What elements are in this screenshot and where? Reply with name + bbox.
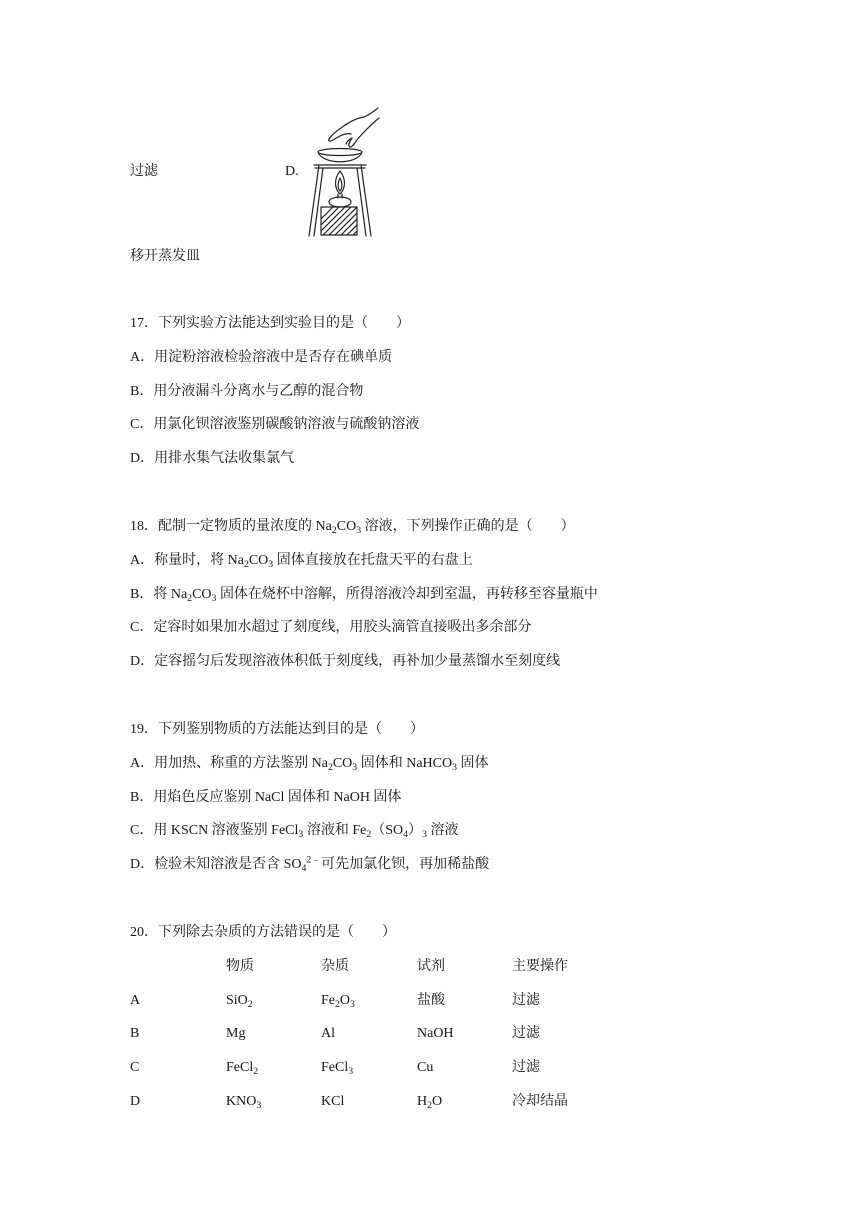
row-label	[130, 1085, 226, 1119]
subscript: 2	[335, 998, 340, 1010]
text-run: Mg	[226, 1026, 246, 1042]
subscript: 2	[243, 558, 249, 570]
table-header-cell	[226, 950, 321, 984]
subscript: 2	[253, 1066, 259, 1078]
text-run: 17．下列实验方法能达到实验目的是（ ）	[130, 316, 410, 331]
text-run: A．用淀粉溶液检验溶液中是否存在碘单质	[130, 349, 393, 365]
evaporating-dish	[318, 149, 362, 162]
text-run: A	[130, 992, 141, 1008]
header-label: 物质	[226, 958, 254, 974]
text-run: 冷却结晶	[512, 1094, 568, 1110]
table-cell	[417, 1017, 512, 1051]
subscript: 4	[301, 863, 307, 875]
text-run: A．称量时，将 Na	[130, 552, 244, 568]
text-run: 盐酸	[417, 992, 445, 1008]
table-cell	[512, 1051, 632, 1085]
text-run: 过滤	[512, 992, 540, 1008]
subscript: 3	[352, 761, 358, 773]
subscript: 3	[356, 524, 362, 536]
subscript: 3	[298, 829, 304, 841]
question-stem	[130, 307, 830, 341]
table-cell	[512, 984, 632, 1018]
question-block	[130, 713, 830, 882]
option-c	[130, 814, 830, 848]
text-run: 溶液，下列操作正确的是（ ）	[361, 518, 575, 534]
text-run: 18．配制一定物质的量浓度的 Na	[130, 518, 332, 534]
subscript: 2	[187, 592, 193, 604]
text-run: Fe	[321, 992, 335, 1008]
table-header-cell	[417, 950, 512, 984]
option-a	[130, 747, 830, 781]
text-run: Al	[321, 1026, 335, 1042]
text-run: 19．下列鉴别物质的方法能达到目的是（ ）	[130, 721, 424, 737]
text-run: 固体和 NaHCO	[357, 755, 453, 771]
subscript: 2	[327, 761, 333, 773]
text-run: FeCl	[321, 1060, 349, 1076]
row-label	[130, 984, 226, 1018]
table-row	[130, 1085, 632, 1119]
text-run: D．定容摇匀后发现溶液体积低于刻度线，再补加少量蒸馏水至刻度线	[130, 654, 561, 670]
text-run: 溶液	[426, 823, 459, 839]
evaporating-dish-figure	[306, 105, 380, 239]
text-run: B．用分液漏斗分离水与乙醇的混合物	[130, 383, 364, 399]
row-label	[130, 1051, 226, 1085]
text-run: 可先加氯化钡，再加稀盐酸	[321, 857, 490, 873]
subscript: 2	[247, 998, 253, 1010]
subscript: 3	[268, 558, 274, 570]
text-run: C	[130, 1060, 140, 1076]
option-d-text: 移开蒸发皿	[130, 249, 200, 264]
table-header-blank	[130, 950, 226, 984]
text-run: CO	[332, 755, 353, 771]
hand-icon	[329, 108, 379, 147]
subscript: 3	[211, 592, 217, 604]
option-b	[130, 578, 830, 612]
text-run: FeCl	[226, 1060, 254, 1076]
table-row	[130, 984, 632, 1018]
text-run: A．用加热、称重的方法鉴别 Na	[130, 755, 328, 771]
option-b	[130, 781, 830, 815]
header-label: 杂质	[321, 958, 349, 974]
table-cell	[417, 984, 512, 1018]
text-run: B．用焰色反应鉴别 NaCl 固体和 NaOH 固体	[130, 789, 402, 805]
text-run: O	[339, 992, 351, 1008]
subscript: 2	[427, 1099, 433, 1111]
row-label	[130, 1017, 226, 1051]
table-cell	[321, 1051, 417, 1085]
table-cell	[321, 1085, 417, 1119]
option-a	[130, 341, 830, 375]
text-run: NaOH	[417, 1026, 454, 1042]
text-run: C．定容时如果加水超过了刻度线，用胶头滴管直接吸出多余部分	[130, 620, 532, 636]
text-run: D	[130, 1094, 141, 1110]
table-cell	[417, 1085, 512, 1119]
text-run: 过滤	[512, 1026, 540, 1042]
table-cell	[226, 984, 321, 1018]
table-cell	[512, 1085, 632, 1119]
text-run: Cu	[417, 1060, 434, 1076]
table-row	[130, 1051, 632, 1085]
text-run: KNO	[226, 1094, 257, 1110]
text-run: KCl	[321, 1094, 345, 1110]
subscript: 2	[331, 524, 337, 536]
text-run: 固体在烧杯中溶解，所得溶液冷却到室温，再转移至容量瓶中	[216, 586, 598, 602]
text-run: H	[417, 1094, 428, 1110]
table-cell	[417, 1051, 512, 1085]
text-run: CO	[248, 552, 269, 568]
text-run: D．检验未知溶液是否含 SO	[130, 857, 302, 873]
text-run: CO	[192, 586, 212, 602]
text-run: B．将 Na	[130, 586, 188, 602]
question-block	[130, 510, 830, 679]
text-run: D．用排水集气法收集氯气	[130, 451, 295, 467]
text-run: C．用 KSCN 溶液鉴别 FeCl	[130, 823, 299, 839]
table-header-row	[130, 950, 632, 984]
subscript: 3	[348, 1066, 354, 1078]
text-run: ）	[408, 823, 423, 839]
question-block	[130, 916, 830, 1119]
header-label: 试剂	[417, 958, 445, 974]
text-run: 溶液和 Fe	[303, 823, 367, 839]
tripod	[309, 165, 371, 236]
subscript: 4	[403, 829, 409, 841]
table-cell	[226, 1085, 321, 1119]
table-cell	[321, 984, 417, 1018]
question-stem	[130, 713, 830, 747]
text-run: SiO	[226, 992, 248, 1008]
option-c	[130, 408, 830, 442]
text-run: CO	[336, 518, 357, 534]
alcohol-lamp	[329, 171, 351, 207]
superscript: 2﹣	[306, 854, 322, 866]
text-run: B	[130, 1026, 140, 1042]
question-stem	[130, 916, 830, 950]
question-block	[130, 307, 830, 476]
option-b	[130, 375, 830, 409]
option-c	[130, 611, 830, 645]
table-row	[130, 1017, 632, 1051]
impurity-table	[130, 950, 632, 1119]
subscript: 2	[366, 829, 372, 841]
table-cell	[226, 1017, 321, 1051]
table-cell	[512, 1017, 632, 1051]
text-run: 固体直接放在托盘天平的右盘上	[273, 552, 473, 568]
option-d	[130, 645, 830, 679]
table-cell	[321, 1017, 417, 1051]
question-stem	[130, 510, 830, 544]
table-cell	[226, 1051, 321, 1085]
option-a	[130, 544, 830, 578]
option-d-marker: D.	[285, 164, 299, 179]
text-run: 固体	[457, 755, 489, 771]
text-run: 20．下列除去杂质的方法错误的是（ ）	[130, 924, 396, 940]
question-list	[130, 307, 830, 1153]
option-d	[130, 442, 830, 476]
subscript: 3	[452, 761, 457, 773]
text-run: （SO	[371, 823, 404, 839]
subscript: 3	[422, 829, 427, 841]
text-run: C．用氯化钡溶液鉴别碳酸钠溶液与硫酸钠溶液	[130, 417, 420, 433]
text-run: 过滤	[512, 1060, 540, 1076]
subscript: 3	[256, 1099, 262, 1111]
table-header-cell	[321, 950, 417, 984]
option-c-text: 过滤	[130, 164, 158, 179]
option-d	[130, 848, 830, 882]
header-label: 主要操作	[512, 958, 568, 974]
subscript: 3	[350, 998, 355, 1010]
text-run: O	[432, 1094, 443, 1110]
table-header-cell	[512, 950, 632, 984]
